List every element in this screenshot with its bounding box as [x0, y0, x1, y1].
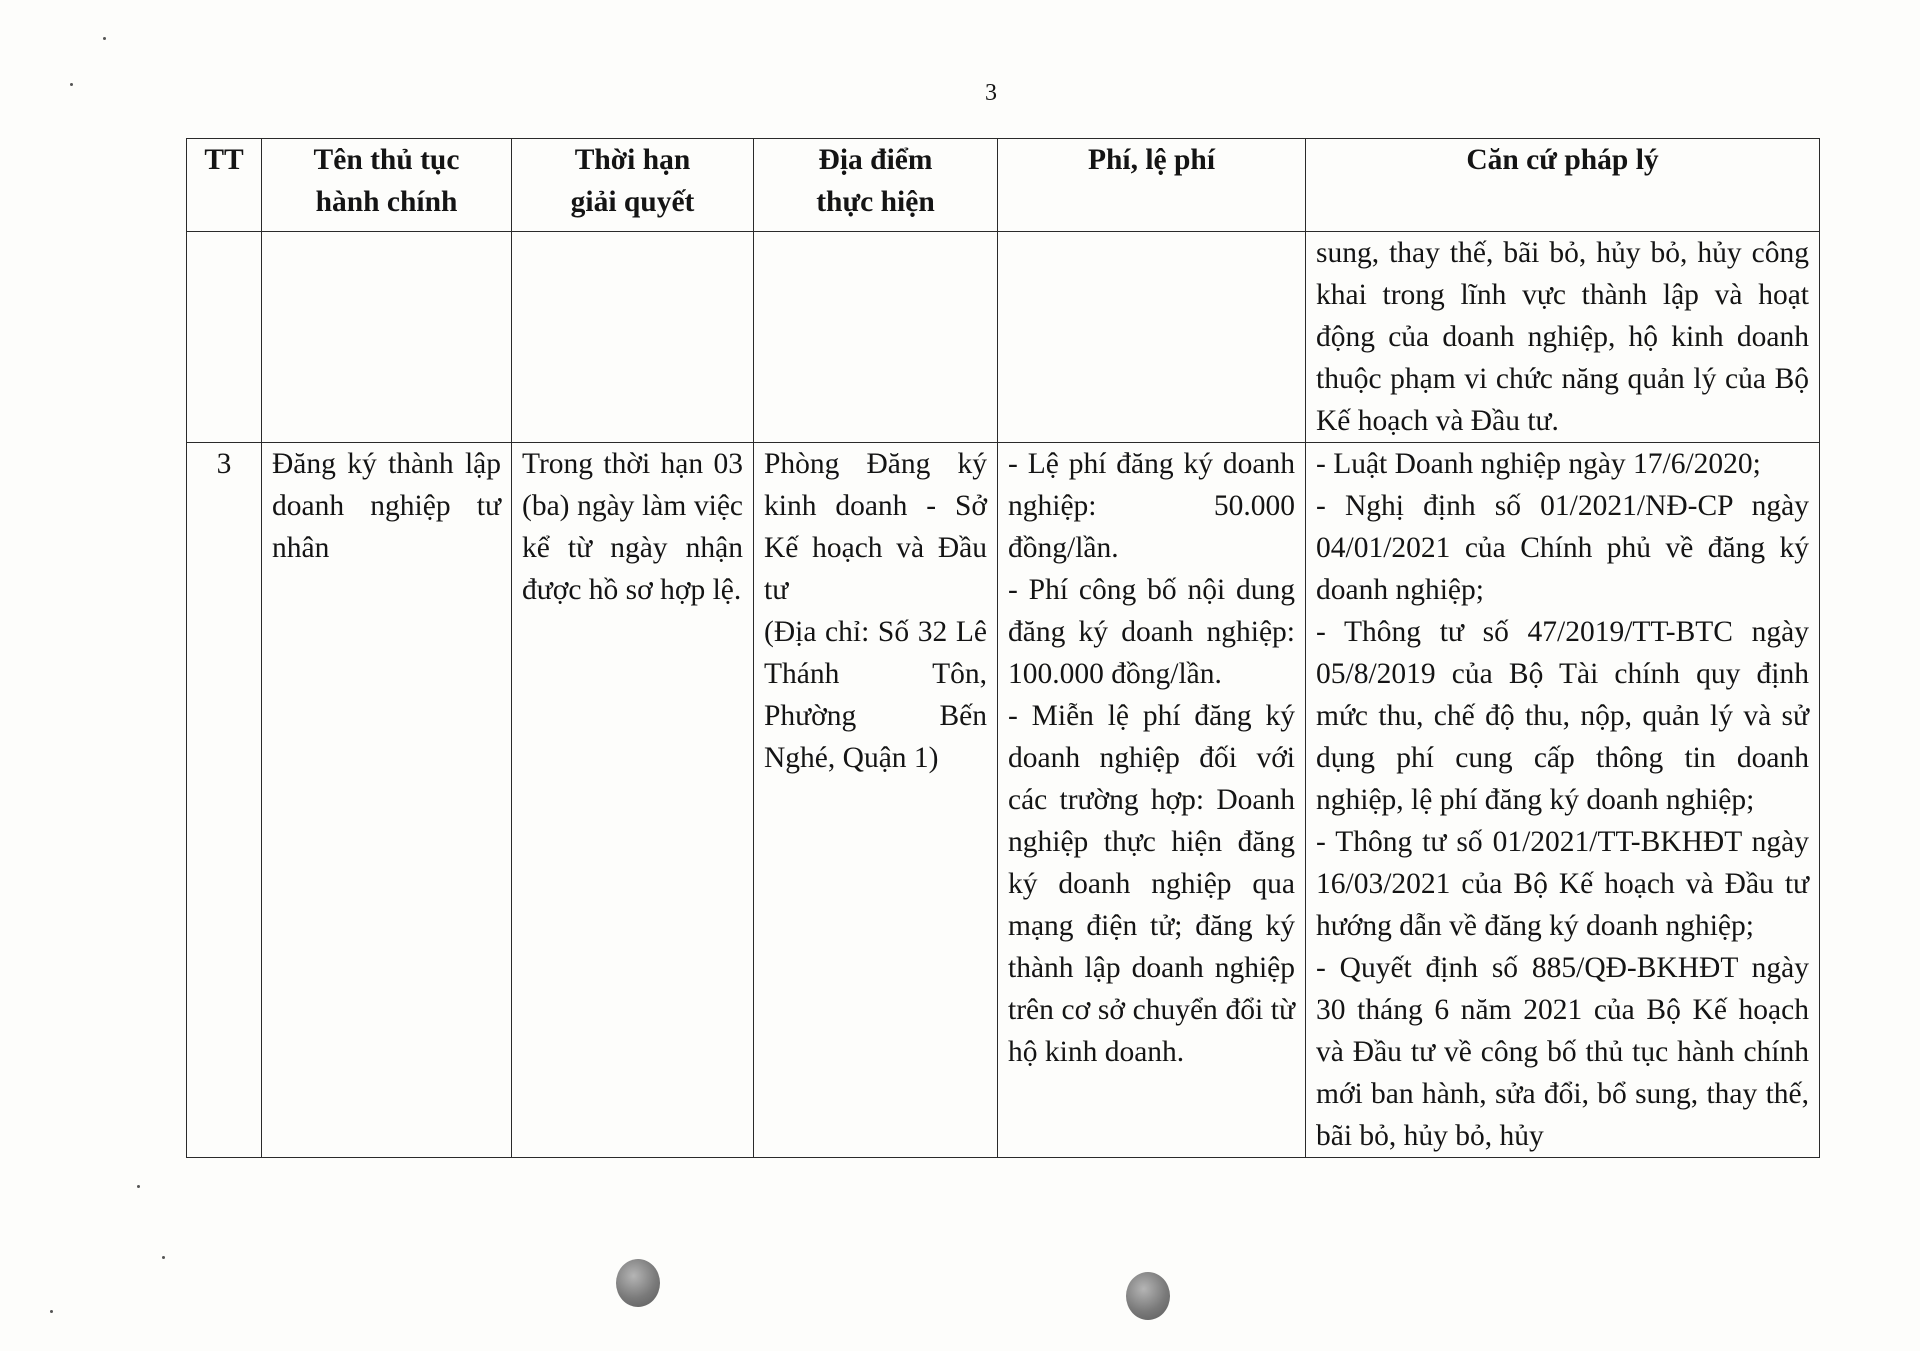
- cell-empty-name: [262, 232, 512, 443]
- cell-fees: [998, 443, 1306, 1158]
- header-legal-basis: [1306, 139, 1820, 232]
- header-location: [754, 139, 998, 232]
- punch-hole-right: [1126, 1272, 1170, 1320]
- header-fees: [998, 139, 1306, 232]
- cell-empty-fees: [998, 232, 1306, 443]
- cell-procedure-name: Đăng ký thành lập doanh nghiệp tư nhân: [262, 443, 512, 1158]
- header-procedure-name-line1: Tên thủ tục: [313, 144, 460, 176]
- procedure-table: [186, 138, 1820, 1158]
- header-fees-label: Phí, lệ phí: [1087, 144, 1216, 176]
- cell-tt: 3: [187, 443, 262, 1158]
- header-deadline-line1: Thời hạn: [574, 144, 691, 176]
- cell-empty-tt: [187, 232, 262, 443]
- fee-item: - Lệ phí đăng ký doanh nghiệp: 50.000 đồng/lần.: [1008, 448, 1295, 564]
- table-row-continuation: [187, 232, 1820, 443]
- cell-location: [754, 443, 998, 1158]
- header-procedure-name-line2: hành chính: [315, 186, 458, 218]
- header-deadline-line2: giải quyết: [570, 186, 695, 218]
- fee-item: - Phí công bố nội dung đăng ký doanh nghiệp: 100.000 đồng/lần.: [1008, 574, 1295, 690]
- scan-speck: [70, 83, 73, 86]
- header-tt: [187, 139, 262, 232]
- scan-speck: [137, 1185, 140, 1188]
- scan-speck: [103, 37, 106, 40]
- legal-basis-item: - Thông tư số 47/2019/TT-BTC ngày 05/8/2019 của Bộ Tài chính quy định mức thu, chế độ thu, nộp, quản lý và sử dụng phí cung cấp thông tin doanh nghiệp, lệ phí đăng ký doanh nghiệp;: [1316, 616, 1809, 816]
- header-procedure-name: [262, 139, 512, 232]
- cell-legal-basis: [1306, 443, 1820, 1158]
- fee-item: - Miễn lệ phí đăng ký doanh nghiệp đối với các trường hợp: Doanh nghiệp thực hiện đăng ký doanh nghiệp qua mạng điện tử; đăng ký thành lập doanh nghiệp trên cơ sở chuyển đổi từ hộ kinh doanh.: [1008, 700, 1295, 1068]
- header-legal-basis-label: Căn cứ pháp lý: [1466, 144, 1659, 176]
- header-row: [187, 139, 1820, 232]
- header-deadline: [512, 139, 754, 232]
- scan-speck: [50, 1310, 53, 1313]
- legal-basis-item: - Quyết định số 885/QĐ-BKHĐT ngày 30 tháng 6 năm 2021 của Bộ Kế hoạch và Đầu tư về công bố thủ tục hành chính mới ban hành, sửa đổi, bổ sung, thay thế, bãi bỏ, hủy bỏ, hủy: [1316, 952, 1809, 1152]
- table-row-3: [187, 443, 1820, 1158]
- legal-basis-item: - Thông tư số 01/2021/TT-BKHĐT ngày 16/03/2021 của Bộ Kế hoạch và Đầu tư hướng dẫn về đăng ký doanh nghiệp;: [1316, 826, 1809, 942]
- scan-speck: [162, 1256, 165, 1259]
- header-location-line2: thực hiện: [816, 186, 935, 218]
- punch-hole-left: [616, 1259, 660, 1307]
- legal-basis-item: - Luật Doanh nghiệp ngày 17/6/2020;: [1316, 448, 1761, 480]
- cell-continuation-legal-basis: sung, thay thế, bãi bỏ, hủy bỏ, hủy công khai trong lĩnh vực thành lập và hoạt động của doanh nghiệp, hộ kinh doanh thuộc phạm vi chức năng quản lý của Bộ Kế hoạch và Đầu tư.: [1306, 232, 1820, 443]
- header-tt-label: TT: [204, 144, 244, 176]
- cell-deadline: Trong thời hạn 03 (ba) ngày làm việc kể từ ngày nhận được hồ sơ hợp lệ.: [512, 443, 754, 1158]
- location-office: Phòng Đăng ký kinh doanh - Sở Kế hoạch và Đầu tư: [764, 448, 987, 606]
- location-address: (Địa chỉ: Số 32 Lê Thánh Tôn, Phường Bến Nghé, Quận 1): [764, 616, 987, 774]
- cell-empty-location: [754, 232, 998, 443]
- page-number: 3: [985, 80, 997, 106]
- header-location-line1: Địa điểm: [818, 144, 933, 176]
- cell-empty-deadline: [512, 232, 754, 443]
- legal-basis-item: - Nghị định số 01/2021/NĐ-CP ngày 04/01/2021 của Chính phủ về đăng ký doanh nghiệp;: [1316, 490, 1809, 606]
